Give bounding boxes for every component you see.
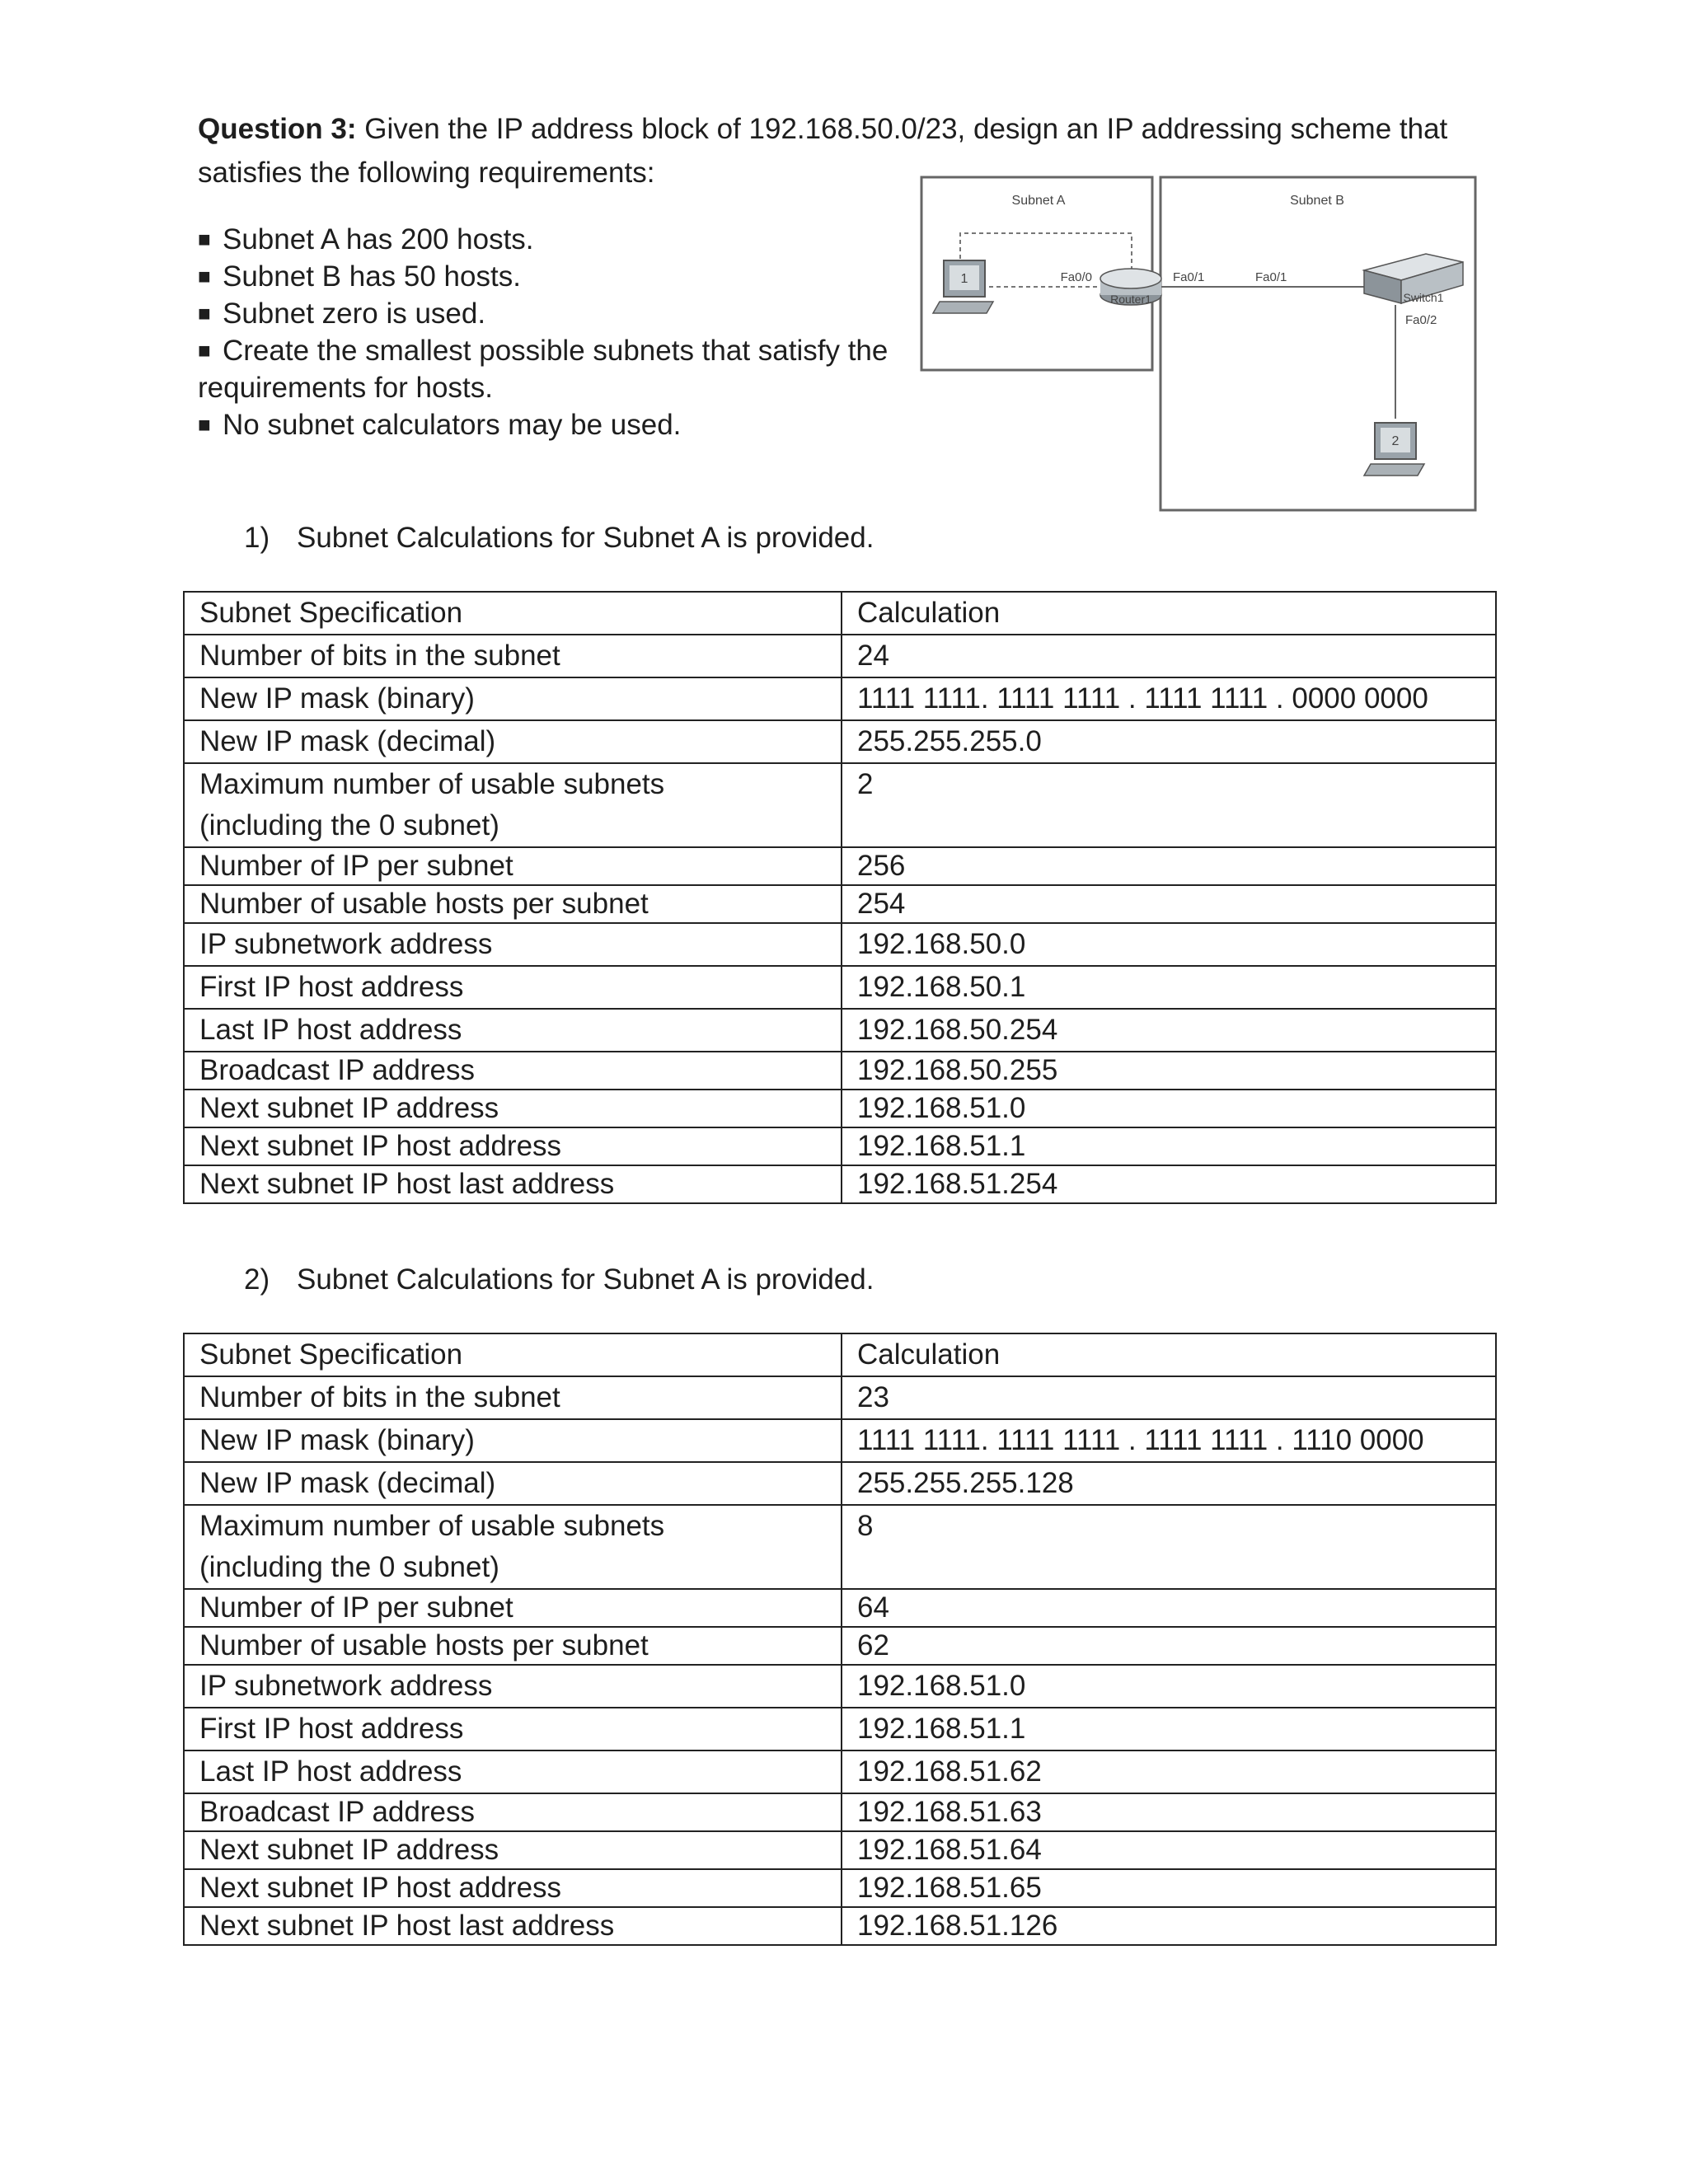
table-row [184,1750,1496,1793]
table-header-row [184,1333,1496,1376]
calc-cell: 192.168.50.254 [842,1009,1496,1052]
calc-cell: 8 [842,1505,1496,1589]
table-row [184,763,1496,847]
calc-cell: 192.168.51.0 [842,1090,1496,1127]
spec-cell: Number of IP per subnet [184,847,842,885]
table-row [184,1376,1496,1419]
spec-cell: Broadcast IP address [184,1793,842,1831]
spec-cell: Next subnet IP host address [184,1869,842,1907]
table-row [184,677,1496,720]
table-row [184,1831,1496,1869]
calc-cell: 2 [842,763,1496,847]
router-fa00-label: Fa0/0 [1060,270,1092,284]
spec-cell: Number of usable hosts per subnet [184,885,842,923]
subnet-b-label: Subnet B [1290,194,1344,208]
calc-cell: 24 [842,635,1496,677]
spec-cell: Last IP host address [184,1009,842,1052]
spec-cell: Next subnet IP host address [184,1127,842,1165]
table-row [184,966,1496,1009]
spec-cell: Maximum number of usable subnets (including the 0 subnet) [184,763,842,847]
section1-heading: 1) Subnet Calculations for Subnet A is provided. [244,522,874,554]
spec-cell: First IP host address [184,966,842,1009]
requirements-list [198,221,907,443]
table-row [184,1589,1496,1627]
table-row [184,1419,1496,1462]
header-spec: Subnet Specification [184,592,842,635]
switch-fa02-label: Fa0/2 [1405,313,1437,327]
switch-icon [1364,254,1463,304]
header-calc: Calculation [842,1333,1496,1376]
router-fa01-label: Fa0/1 [1173,270,1205,284]
bullet-icon: ■ [198,264,211,288]
spec-cell: Next subnet IP host last address [184,1907,842,1945]
calc-cell: 192.168.51.254 [842,1165,1496,1203]
spec-cell: First IP host address [184,1708,842,1750]
spec-cell: New IP mask (binary) [184,1419,842,1462]
spec-cell: Next subnet IP address [184,1090,842,1127]
table-row [184,847,1496,885]
calc-cell: 254 [842,885,1496,923]
pc1-link-dashed [960,233,1132,270]
table-row [184,720,1496,763]
table-row [184,1793,1496,1831]
calc-cell: 192.168.51.1 [842,1127,1496,1165]
header-spec: Subnet Specification [184,1333,842,1376]
spec-cell: Number of bits in the subnet [184,635,842,677]
table-row [184,1907,1496,1945]
calc-cell: 192.168.51.62 [842,1750,1496,1793]
spec-cell: Last IP host address [184,1750,842,1793]
spec-cell: IP subnetwork address [184,1665,842,1708]
table-row [184,1462,1496,1505]
bullet-icon: ■ [198,227,211,251]
requirement-item: ■ Create the smallest possible subnets that satisfy the requirements for hosts. [198,332,907,406]
table-row [184,1127,1496,1165]
calc-cell: 255.255.255.128 [842,1462,1496,1505]
table-row [184,1505,1496,1589]
spec-cell: Maximum number of usable subnets (including the 0 subnet) [184,1505,842,1589]
pc1-icon [933,260,993,313]
table-row [184,1052,1496,1090]
calc-cell: 1111 1111. 1111 1111 . 1111 1111 . 0000 0000 [842,677,1496,720]
table-row [184,1665,1496,1708]
question-label: Question 3: [198,113,357,145]
pc1-label: 1 [960,272,968,286]
requirement-item: ■ No subnet calculators may be used. [198,406,907,443]
calc-cell: 1111 1111. 1111 1111 . 1111 1111 . 1110 0000 [842,1419,1496,1462]
spec-cell: Next subnet IP host last address [184,1165,842,1203]
table-row [184,1090,1496,1127]
spec-cell: New IP mask (binary) [184,677,842,720]
calc-cell: 192.168.51.126 [842,1907,1496,1945]
calc-cell: 192.168.51.63 [842,1793,1496,1831]
calc-cell: 192.168.51.64 [842,1831,1496,1869]
requirement-item: ■ Subnet A has 200 hosts. [198,221,907,258]
calc-cell: 23 [842,1376,1496,1419]
pc2-label: 2 [1391,434,1400,448]
table-header-row [184,592,1496,635]
table-row [184,923,1496,966]
subnet-a-label: Subnet A [1011,194,1066,208]
requirement-item: ■ Subnet zero is used. [198,295,907,332]
switch-fa01-label: Fa0/1 [1255,270,1287,284]
calc-cell: 256 [842,847,1496,885]
bullet-icon: ■ [198,412,211,437]
switch-label: Switch1 [1403,291,1444,304]
calc-cell: 192.168.51.1 [842,1708,1496,1750]
spec-cell: Number of IP per subnet [184,1589,842,1627]
table-row [184,1165,1496,1203]
table-row [184,1869,1496,1907]
calc-cell: 192.168.50.255 [842,1052,1496,1090]
router-label: Router1 [1110,293,1151,306]
spec-cell: Next subnet IP address [184,1831,842,1869]
subnet-a-table [183,591,1497,1204]
table-row [184,635,1496,677]
table-row [184,1009,1496,1052]
section2-heading: 2) Subnet Calculations for Subnet A is provided. [244,1263,874,1296]
requirement-item: ■ Subnet B has 50 hosts. [198,258,907,295]
bullet-icon: ■ [198,301,211,326]
calc-cell: 192.168.50.0 [842,923,1496,966]
table-row [184,1627,1496,1665]
network-diagram [919,171,1479,513]
router-icon [1100,269,1161,306]
header-calc: Calculation [842,592,1496,635]
table-row [184,885,1496,923]
subnet-b-table [183,1333,1497,1946]
spec-cell: New IP mask (decimal) [184,720,842,763]
question-body: Given the IP address block of 192.168.50.0/23, design an IP addressing scheme that satisfies the following requirements: [198,113,1448,189]
calc-cell: 255.255.255.0 [842,720,1496,763]
spec-cell: Broadcast IP address [184,1052,842,1090]
calc-cell: 192.168.51.65 [842,1869,1496,1907]
pc2-icon [1364,423,1424,476]
calc-cell: 64 [842,1589,1496,1627]
table-row [184,1708,1496,1750]
bullet-icon: ■ [198,338,211,363]
spec-cell: Number of bits in the subnet [184,1376,842,1419]
spec-cell: IP subnetwork address [184,923,842,966]
spec-cell: New IP mask (decimal) [184,1462,842,1505]
calc-cell: 192.168.51.0 [842,1665,1496,1708]
subnet-b-box [1160,177,1475,510]
calc-cell: 62 [842,1627,1496,1665]
calc-cell: 192.168.50.1 [842,966,1496,1009]
spec-cell: Number of usable hosts per subnet [184,1627,842,1665]
